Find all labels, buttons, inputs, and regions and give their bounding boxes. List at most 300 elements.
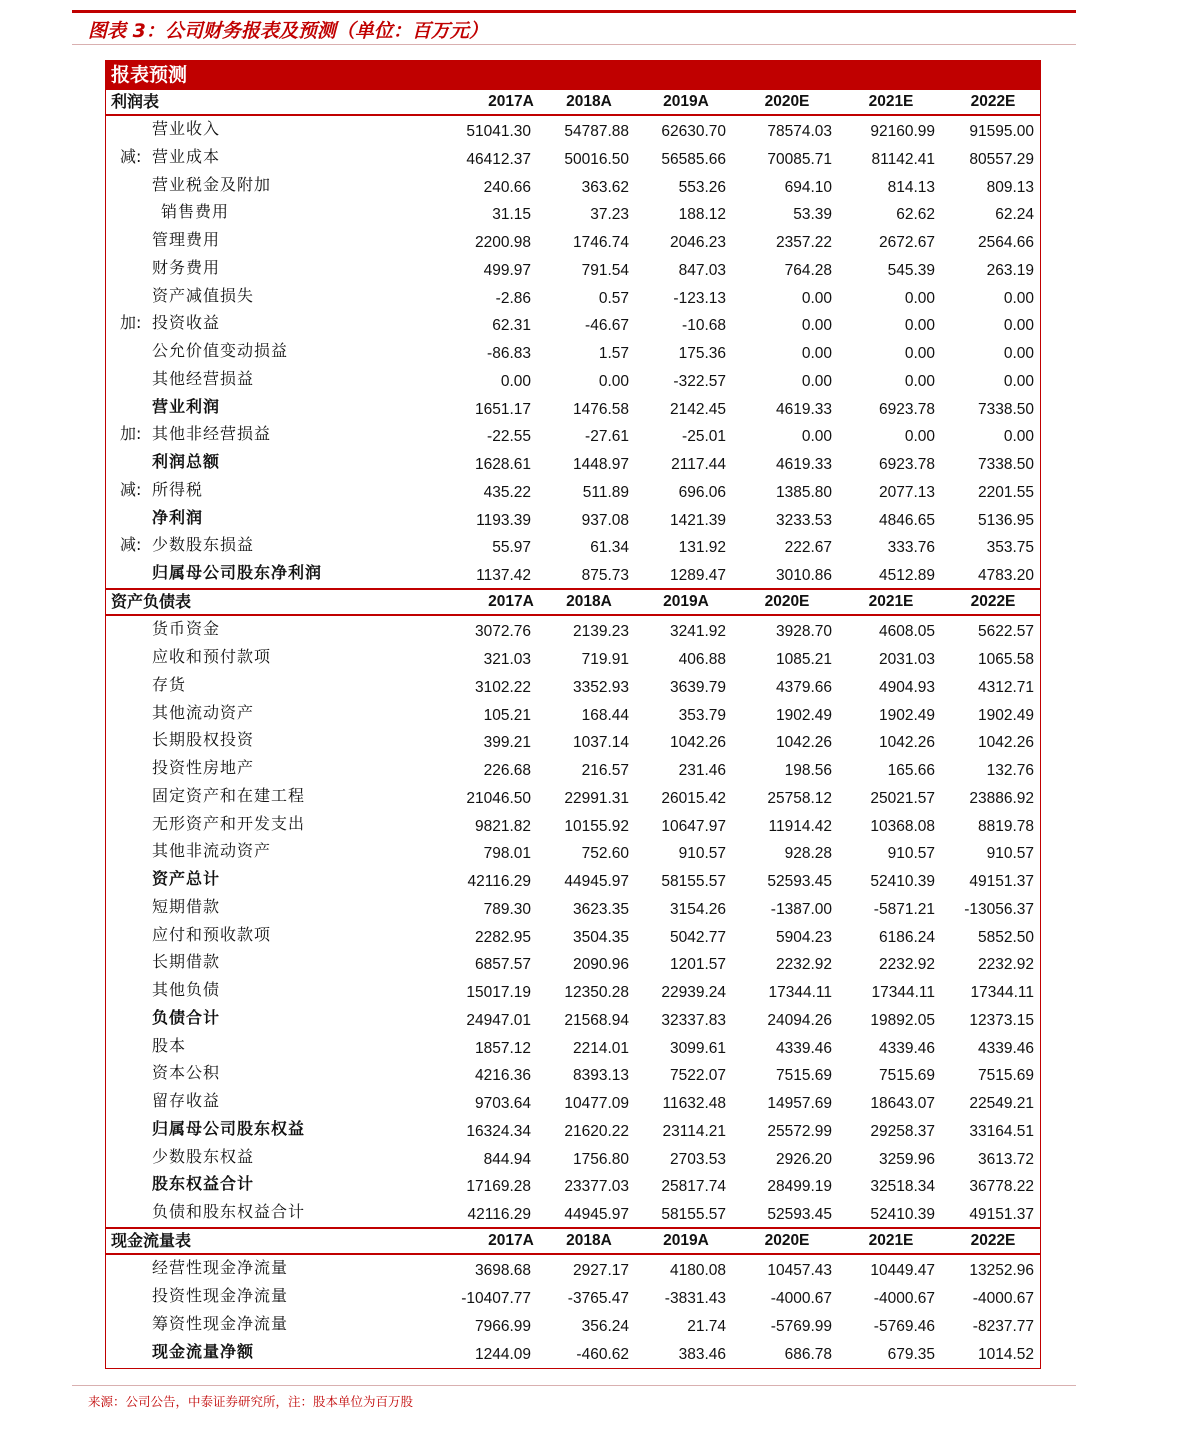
cell-value: 2232.92 — [977, 956, 1034, 974]
cell-value: 15017.19 — [466, 984, 531, 1001]
cell-value: 3623.35 — [572, 900, 629, 918]
cell-value: 2200.98 — [474, 234, 531, 251]
cell-value: 875.73 — [581, 567, 629, 584]
row-label: 短期借款 — [152, 896, 221, 916]
cell-value: 752.60 — [581, 845, 629, 863]
cell-value: 0.00 — [904, 317, 935, 335]
cell-value: 0.00 — [801, 289, 832, 307]
section-title: 资产负债表 — [111, 592, 192, 612]
cell-value: 3352.93 — [572, 678, 629, 696]
cell-value: 1421.39 — [669, 511, 726, 529]
row-prefix: 加: — [120, 424, 142, 444]
row-label: 货币资金 — [152, 619, 221, 639]
cell-value: 80557.29 — [969, 150, 1034, 168]
cell-value: 13252.96 — [969, 1262, 1034, 1280]
year-header: 2020E — [764, 1232, 810, 1250]
cell-value: 679.35 — [887, 1345, 935, 1363]
cell-value: 42116.29 — [467, 1206, 531, 1223]
row-label: 营业收入 — [152, 119, 221, 138]
cell-value: -5769.46 — [873, 1317, 935, 1335]
row-label: 归属母公司股东净利润 — [152, 563, 323, 582]
cell-value: 21.74 — [687, 1317, 726, 1335]
row-label: 负债合计 — [152, 1007, 221, 1027]
row-label: 股本 — [152, 1035, 187, 1055]
year-header: 2021E — [868, 593, 914, 611]
cell-value: 1037.14 — [572, 734, 629, 752]
cell-value: 62.62 — [896, 206, 935, 224]
cell-value: 1628.61 — [474, 456, 531, 473]
cell-value: 511.89 — [582, 483, 629, 501]
row-label: 归属母公司股东权益 — [152, 1118, 306, 1138]
row-label: 存货 — [152, 674, 187, 694]
cell-value: 0.57 — [598, 289, 629, 307]
panel-title: 报表预测 — [106, 61, 1040, 89]
cell-value: 52410.39 — [870, 1206, 935, 1223]
cell-value: -4000.67 — [873, 1290, 935, 1307]
row-prefix: 加: — [120, 313, 142, 333]
cell-value: 1448.97 — [572, 456, 629, 473]
cell-value: 2703.53 — [669, 1150, 726, 1168]
cell-value: 32518.34 — [870, 1178, 935, 1196]
cell-value: 46412.37 — [466, 150, 531, 168]
cell-value: 789.30 — [483, 900, 531, 918]
row-label: 公允价值变动损益 — [152, 341, 289, 360]
cell-value: 23886.92 — [969, 789, 1034, 807]
cell-value: 58155.57 — [661, 1206, 726, 1223]
cell-value: 17344.11 — [970, 984, 1034, 1001]
cell-value: 0.00 — [598, 372, 629, 390]
cell-value: 696.06 — [678, 483, 726, 501]
row-label: 财务费用 — [152, 257, 221, 277]
title-rule — [72, 44, 1076, 45]
year-header: 2020E — [764, 593, 810, 611]
cell-value: 9703.64 — [474, 1095, 531, 1112]
table-row — [106, 1171, 1040, 1199]
section-title: 现金流量表 — [111, 1231, 192, 1251]
table-row — [106, 477, 1040, 505]
cell-value: 61.34 — [590, 539, 629, 557]
cell-value: 814.13 — [887, 178, 935, 196]
cell-value: 321.03 — [483, 651, 531, 668]
cell-value: 2090.96 — [572, 956, 629, 974]
cell-value: 62.24 — [995, 206, 1034, 224]
cell-value: 6186.24 — [878, 928, 935, 946]
table-row — [106, 1339, 1040, 1367]
cell-value: -4000.67 — [770, 1290, 832, 1307]
cell-value: 910.57 — [887, 845, 935, 863]
cell-value: 1042.26 — [669, 734, 726, 752]
cell-value: -4000.67 — [972, 1290, 1034, 1307]
cell-value: 356.24 — [581, 1317, 629, 1335]
table-row — [106, 338, 1040, 366]
cell-value: -86.83 — [487, 345, 531, 362]
row-label: 所得税 — [152, 479, 204, 499]
table-row — [106, 977, 1040, 1005]
cell-value: 4379.66 — [775, 678, 832, 696]
cell-value: -25.01 — [682, 428, 726, 446]
cell-value: 44945.97 — [564, 1206, 629, 1223]
cell-value: 37.23 — [590, 206, 629, 224]
cell-value: 4180.08 — [669, 1262, 726, 1280]
cell-value: 52410.39 — [870, 873, 935, 890]
year-header: 2017A — [488, 593, 534, 611]
cell-value: -322.57 — [673, 372, 726, 390]
row-label: 其他负债 — [152, 980, 221, 999]
cell-value: 1651.17 — [474, 400, 531, 418]
row-label: 负债和股东权益合计 — [152, 1202, 306, 1221]
table-row — [106, 866, 1040, 894]
cell-value: 2926.20 — [775, 1150, 832, 1168]
row-label: 投资收益 — [152, 313, 221, 333]
cell-value: 198.56 — [784, 762, 832, 779]
cell-value: 31.15 — [492, 206, 531, 224]
cell-value: 105.21 — [483, 706, 531, 724]
row-label: 资产总计 — [152, 869, 221, 888]
cell-value: 0.00 — [1003, 289, 1034, 307]
cell-value: 5904.23 — [775, 928, 832, 946]
cell-value: 32337.83 — [661, 1011, 726, 1029]
cell-value: 1042.26 — [878, 734, 935, 752]
cell-value: 435.22 — [483, 483, 531, 501]
table-row — [106, 727, 1040, 755]
cell-value: -2.86 — [495, 289, 531, 307]
cell-value: 353.75 — [986, 539, 1034, 557]
section-title: 利润表 — [111, 92, 160, 111]
cell-value: 9821.82 — [474, 817, 531, 835]
cell-value: 0.00 — [904, 289, 935, 307]
cell-value: 58155.57 — [661, 873, 726, 890]
table-row — [106, 1199, 1040, 1227]
cell-value: 22549.21 — [969, 1095, 1034, 1112]
cell-value: 226.68 — [483, 762, 531, 779]
cell-value: 553.26 — [678, 178, 726, 196]
cell-value: 4216.36 — [474, 1067, 531, 1085]
cell-value: 333.76 — [887, 539, 935, 557]
cell-value: 1902.49 — [878, 706, 935, 724]
cell-value: 17344.11 — [871, 984, 935, 1001]
cell-value: 4512.89 — [878, 567, 935, 584]
row-label: 固定资产和在建工程 — [152, 785, 306, 805]
year-header: 2017A — [488, 93, 534, 110]
figure-title: 图表 3：公司财务报表及预测（单位：百万元） — [88, 20, 488, 42]
cell-value: 1065.58 — [977, 651, 1034, 668]
cell-value: 4339.46 — [878, 1039, 935, 1057]
table-row — [106, 1088, 1040, 1116]
year-header: 2020E — [764, 93, 810, 110]
section-header — [106, 588, 1040, 616]
year-header: 2018A — [566, 593, 612, 611]
table-row — [106, 811, 1040, 839]
table-row — [106, 310, 1040, 338]
cell-value: 353.79 — [678, 706, 726, 724]
table-row — [106, 949, 1040, 977]
cell-value: 10368.08 — [870, 817, 935, 835]
table-row — [106, 644, 1040, 672]
cell-value: -1387.00 — [770, 900, 832, 918]
table-row — [106, 1311, 1040, 1339]
cell-value: 23377.03 — [564, 1178, 629, 1196]
cell-value: 81142.41 — [871, 150, 935, 168]
cell-value: 5852.50 — [977, 928, 1034, 946]
cell-value: 0.00 — [1003, 317, 1034, 335]
cell-value: 2139.23 — [572, 623, 629, 641]
table-row — [106, 560, 1040, 588]
cell-value: 1.57 — [598, 345, 629, 362]
cell-value: 42116.29 — [467, 873, 531, 890]
cell-value: 3099.61 — [669, 1039, 726, 1057]
cell-value: 0.00 — [801, 428, 832, 446]
cell-value: 2927.17 — [572, 1262, 629, 1280]
cell-value: 175.36 — [678, 345, 726, 362]
cell-value: 1137.42 — [476, 567, 531, 584]
cell-value: 10477.09 — [564, 1095, 629, 1112]
row-label: 其他经营损益 — [152, 368, 255, 388]
cell-value: 937.08 — [581, 511, 629, 529]
year-header: 2021E — [868, 93, 914, 110]
cell-value: 4608.05 — [878, 623, 935, 641]
cell-value: 3698.68 — [474, 1262, 531, 1280]
cell-value: 55.97 — [492, 539, 531, 557]
cell-value: 91595.00 — [969, 123, 1034, 140]
cell-value: 62.31 — [492, 317, 531, 335]
cell-value: 240.66 — [483, 178, 531, 196]
table-row — [106, 1144, 1040, 1172]
cell-value: 7338.50 — [977, 400, 1034, 418]
cell-value: 2142.45 — [669, 400, 726, 418]
year-header: 2022E — [970, 593, 1016, 611]
cell-value: 798.01 — [483, 845, 531, 863]
cell-value: 844.94 — [483, 1150, 531, 1168]
cell-value: 0.00 — [801, 345, 832, 362]
row-label: 应付和预收款项 — [152, 924, 272, 944]
year-header: 2021E — [868, 1232, 914, 1250]
cell-value: -3831.43 — [664, 1290, 726, 1307]
cell-value: 3072.76 — [474, 623, 531, 641]
cell-value: 2201.55 — [977, 483, 1034, 501]
row-label: 无形资产和开发支出 — [152, 813, 306, 833]
row-label: 现金流量净额 — [152, 1341, 255, 1361]
table-row — [106, 394, 1040, 422]
cell-value: 51041.30 — [466, 123, 531, 140]
cell-value: -10.68 — [682, 317, 726, 335]
table-row — [106, 1033, 1040, 1061]
cell-value: 7966.99 — [474, 1317, 531, 1335]
cell-value: 1042.26 — [775, 734, 832, 752]
cell-value: 12373.15 — [969, 1011, 1034, 1029]
table-row — [106, 922, 1040, 950]
cell-value: 3639.79 — [669, 678, 726, 696]
cell-value: 5042.77 — [669, 928, 726, 946]
cell-value: 1857.12 — [474, 1039, 531, 1057]
cell-value: 399.21 — [483, 734, 531, 752]
top-rule — [72, 10, 1076, 13]
row-label: 留存收益 — [152, 1091, 221, 1110]
row-label: 投资性现金净流量 — [152, 1286, 289, 1305]
table-row — [106, 672, 1040, 700]
cell-value: 0.00 — [1003, 428, 1034, 446]
section-header — [106, 88, 1040, 116]
year-header: 2017A — [488, 1232, 534, 1250]
row-label: 利润总额 — [152, 452, 221, 471]
cell-value: 3928.70 — [775, 623, 832, 641]
row-label: 营业成本 — [152, 146, 221, 166]
cell-value: 6923.78 — [878, 456, 935, 473]
cell-value: 24094.26 — [767, 1011, 832, 1029]
cell-value: 7338.50 — [977, 456, 1034, 473]
cell-value: 49151.37 — [969, 873, 1034, 890]
cell-value: 4339.46 — [977, 1039, 1034, 1057]
cell-value: 36778.22 — [969, 1178, 1034, 1196]
year-header: 2019A — [663, 93, 709, 110]
cell-value: 22991.31 — [564, 789, 629, 807]
row-label: 少数股东权益 — [152, 1146, 255, 1166]
cell-value: 25817.74 — [661, 1178, 726, 1196]
cell-value: 1244.09 — [474, 1345, 531, 1363]
financial-statements-table — [105, 60, 1041, 1369]
cell-value: 168.44 — [581, 706, 629, 724]
cell-value: 2282.95 — [474, 928, 531, 946]
cell-value: 2046.23 — [669, 234, 726, 251]
cell-value: 29258.37 — [870, 1122, 935, 1140]
cell-value: -46.67 — [585, 317, 629, 335]
year-header: 2022E — [970, 93, 1016, 110]
table-row — [106, 755, 1040, 783]
cell-value: 3259.96 — [878, 1150, 935, 1168]
cell-value: 78574.03 — [767, 123, 832, 140]
cell-value: 3102.22 — [474, 678, 531, 696]
cell-value: 44945.97 — [564, 873, 629, 890]
cell-value: 1201.57 — [669, 956, 726, 974]
cell-value: -5871.21 — [873, 900, 935, 918]
cell-value: 12350.28 — [564, 984, 629, 1001]
row-label: 股东权益合计 — [152, 1174, 255, 1194]
cell-value: 4783.20 — [977, 567, 1034, 584]
cell-value: 0.00 — [801, 372, 832, 390]
cell-value: 8393.13 — [572, 1067, 629, 1085]
table-row — [106, 283, 1040, 311]
cell-value: 7522.07 — [669, 1067, 726, 1085]
cell-value: -27.61 — [585, 428, 629, 446]
cell-value: 222.67 — [784, 539, 832, 557]
cell-value: 19892.05 — [870, 1011, 935, 1029]
cell-value: 406.88 — [678, 651, 726, 668]
cell-value: 231.46 — [678, 762, 726, 779]
cell-value: 92160.99 — [870, 123, 935, 140]
cell-value: 7515.69 — [878, 1067, 935, 1085]
cell-value: 188.12 — [678, 206, 726, 224]
cell-value: 809.13 — [986, 178, 1034, 196]
row-label: 销售费用 — [161, 202, 230, 222]
cell-value: 263.19 — [986, 261, 1034, 279]
row-label: 经营性现金净流量 — [152, 1258, 289, 1278]
cell-value: 25572.99 — [767, 1122, 832, 1140]
cell-value: 26015.42 — [661, 789, 726, 807]
cell-value: 11632.48 — [662, 1095, 726, 1112]
cell-value: 791.54 — [581, 261, 629, 279]
cell-value: 5622.57 — [977, 623, 1034, 641]
year-header: 2022E — [970, 1232, 1016, 1250]
cell-value: 25021.57 — [870, 789, 935, 807]
row-label: 筹资性现金净流量 — [152, 1313, 289, 1333]
cell-value: 1042.26 — [977, 734, 1034, 752]
cell-value: 1014.52 — [977, 1345, 1034, 1363]
cell-value: 910.57 — [986, 845, 1034, 863]
cell-value: 4619.33 — [775, 456, 832, 473]
table-row — [106, 700, 1040, 728]
cell-value: -8237.77 — [972, 1317, 1034, 1335]
cell-value: 56585.66 — [661, 150, 726, 168]
cell-value: 7515.69 — [775, 1067, 832, 1085]
cell-value: 21620.22 — [564, 1122, 629, 1140]
cell-value: 1289.47 — [669, 567, 726, 584]
cell-value: 6923.78 — [878, 400, 935, 418]
table-row — [106, 1116, 1040, 1144]
row-prefix: 减: — [120, 535, 142, 555]
row-label: 其他非经营损益 — [152, 424, 272, 444]
row-label: 长期借款 — [152, 952, 221, 972]
year-header: 2019A — [663, 1232, 709, 1250]
table-row — [106, 783, 1040, 811]
cell-value: 165.66 — [887, 762, 935, 779]
cell-value: 10647.97 — [661, 817, 726, 835]
source-note: 来源：公司公告，中泰证券研究所，注：股本单位为百万股 — [88, 1394, 414, 1409]
table-row — [106, 505, 1040, 533]
row-label: 其他非流动资产 — [152, 841, 272, 861]
row-label: 营业税金及附加 — [152, 174, 272, 194]
section-header — [106, 1227, 1040, 1255]
row-label: 投资性房地产 — [152, 758, 255, 777]
row-label: 资产减值损失 — [152, 285, 255, 305]
cell-value: 2232.92 — [878, 956, 935, 974]
row-label: 其他流动资产 — [152, 702, 255, 722]
cell-value: 131.92 — [678, 539, 726, 557]
cell-value: 10457.43 — [767, 1262, 832, 1280]
table-row — [106, 116, 1040, 144]
cell-value: 2564.66 — [977, 234, 1034, 251]
table-row — [106, 1255, 1040, 1283]
cell-value: 11914.42 — [768, 817, 832, 835]
cell-value: 3504.35 — [572, 928, 629, 946]
cell-value: 22939.24 — [661, 984, 726, 1001]
cell-value: 53.39 — [793, 206, 832, 224]
cell-value: 0.00 — [1003, 372, 1034, 390]
cell-value: 2077.13 — [878, 483, 935, 501]
cell-value: 23114.21 — [662, 1122, 726, 1140]
cell-value: 3241.92 — [669, 623, 726, 641]
table-row — [106, 421, 1040, 449]
row-prefix: 减: — [120, 479, 142, 499]
cell-value: -10407.77 — [461, 1290, 531, 1307]
cell-value: 2117.44 — [671, 456, 726, 473]
cell-value: 928.28 — [784, 845, 832, 863]
cell-value: 52593.45 — [767, 1206, 832, 1223]
row-label: 少数股东损益 — [152, 535, 255, 555]
cell-value: 383.46 — [678, 1345, 726, 1363]
cell-value: -13056.37 — [964, 900, 1034, 918]
cell-value: 5136.95 — [977, 511, 1034, 529]
cell-value: 545.39 — [887, 261, 935, 279]
cell-value: 2357.22 — [775, 234, 832, 251]
cell-value: 17169.28 — [466, 1178, 531, 1196]
cell-value: -5769.99 — [770, 1317, 832, 1335]
table-row — [106, 199, 1040, 227]
row-label: 应收和预付款项 — [152, 647, 272, 666]
table-row — [106, 1060, 1040, 1088]
cell-value: 719.91 — [581, 651, 629, 668]
table-row — [106, 144, 1040, 172]
cell-value: 16324.34 — [466, 1122, 531, 1140]
cell-value: 0.00 — [904, 372, 935, 390]
